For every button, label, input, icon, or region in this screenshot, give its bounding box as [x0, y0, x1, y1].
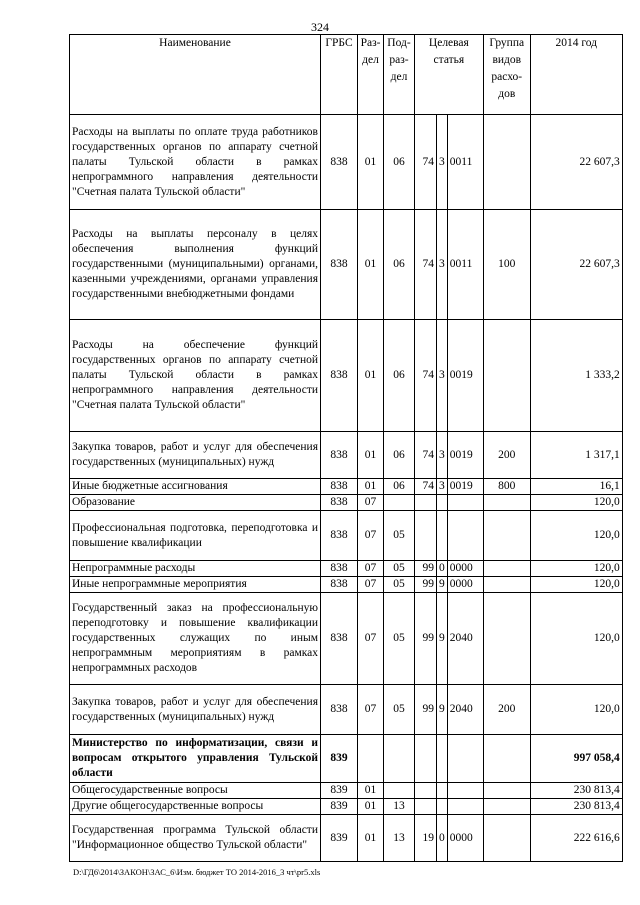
row-target-subprogram: 0 [437, 815, 448, 862]
row-target-subprogram: 3 [437, 432, 448, 479]
row-grbs: 838 [321, 115, 358, 210]
row-target-code: 0019 [447, 432, 483, 479]
row-expense-group: 100 [483, 210, 530, 320]
row-target-program [415, 495, 437, 511]
row-amount: 222 616,6 [530, 815, 622, 862]
row-amount: 16,1 [530, 479, 622, 495]
row-target-subprogram: 9 [437, 685, 448, 735]
header-year-2014: 2014 год [530, 35, 622, 115]
row-target-code: 0019 [447, 479, 483, 495]
row-name: Другие общегосударственные вопросы [70, 799, 321, 815]
row-target-subprogram [437, 511, 448, 561]
table-row [70, 685, 623, 735]
row-target-program: 74 [415, 115, 437, 210]
row-razdel: 07 [358, 685, 384, 735]
row-razdel: 01 [358, 115, 384, 210]
row-razdel: 01 [358, 210, 384, 320]
row-name: Иные непрограммные мероприятия [70, 577, 321, 593]
row-name: Расходы на выплаты персоналу в целях обеспечения выполнения функций государственными (муниципальными) органами, казенными учреждениями, органами управления государственными внебюджетными фондами [70, 210, 321, 320]
row-target-program: 74 [415, 432, 437, 479]
header-razdel: Раз- дел [358, 35, 384, 115]
row-grbs: 838 [321, 577, 358, 593]
row-razdel: 01 [358, 432, 384, 479]
row-amount: 120,0 [530, 561, 622, 577]
row-amount: 22 607,3 [530, 115, 622, 210]
header-podrazdel: Под- раз- дел [384, 35, 415, 115]
row-podrazdel: 13 [384, 815, 415, 862]
row-target-code [447, 511, 483, 561]
table-row [70, 115, 623, 210]
row-expense-group [483, 799, 530, 815]
row-amount: 120,0 [530, 685, 622, 735]
row-target-code: 0000 [447, 561, 483, 577]
row-amount: 230 813,4 [530, 783, 622, 799]
row-razdel: 07 [358, 511, 384, 561]
row-podrazdel: 05 [384, 511, 415, 561]
table-row [70, 799, 623, 815]
row-grbs: 838 [321, 479, 358, 495]
table-row [70, 479, 623, 495]
header-name: Наименование [70, 35, 321, 115]
row-expense-group [483, 115, 530, 210]
row-podrazdel: 05 [384, 561, 415, 577]
row-grbs: 838 [321, 210, 358, 320]
row-expense-group [483, 495, 530, 511]
row-expense-group [483, 593, 530, 685]
budget-table [69, 34, 623, 862]
row-amount: 120,0 [530, 593, 622, 685]
row-expense-group [483, 561, 530, 577]
table-row [70, 815, 623, 862]
row-target-program: 74 [415, 210, 437, 320]
row-grbs: 839 [321, 815, 358, 862]
row-razdel: 01 [358, 320, 384, 432]
row-name: Расходы на обеспечение функций государственных органов по аппарату счетной палаты Тульской области в рамках непрограммного направления деятельности "Счетная палата Тульской области" [70, 320, 321, 432]
row-razdel [358, 735, 384, 783]
row-target-program: 19 [415, 815, 437, 862]
row-target-subprogram: 0 [437, 561, 448, 577]
row-target-code: 0019 [447, 320, 483, 432]
row-podrazdel [384, 495, 415, 511]
row-name: Образование [70, 495, 321, 511]
row-name: Закупка товаров, работ и услуг для обеспечения государственных (муниципальных) нужд [70, 685, 321, 735]
row-expense-group: 800 [483, 479, 530, 495]
row-razdel: 01 [358, 799, 384, 815]
row-razdel: 07 [358, 495, 384, 511]
row-target-program: 99 [415, 593, 437, 685]
row-target-subprogram [437, 495, 448, 511]
row-target-subprogram: 3 [437, 115, 448, 210]
row-name: Расходы на выплаты по оплате труда работников государственных органов по аппарату счетной палаты Тульской области в рамках непрограммного направления деятельности "Счетная палата Тульской области" [70, 115, 321, 210]
row-target-program: 74 [415, 479, 437, 495]
row-target-code: 2040 [447, 685, 483, 735]
row-grbs: 839 [321, 783, 358, 799]
row-amount: 997 058,4 [530, 735, 622, 783]
header-grbs: ГРБС [321, 35, 358, 115]
header-target-article: Целевая статья [415, 35, 484, 115]
row-target-program: 74 [415, 320, 437, 432]
row-grbs: 838 [321, 685, 358, 735]
row-target-code: 0011 [447, 210, 483, 320]
row-target-code [447, 799, 483, 815]
row-razdel: 07 [358, 593, 384, 685]
row-razdel: 01 [358, 783, 384, 799]
row-grbs: 838 [321, 432, 358, 479]
row-target-program: 99 [415, 561, 437, 577]
row-target-code [447, 495, 483, 511]
row-target-subprogram [437, 783, 448, 799]
row-name: Государственная программа Тульской области "Информационное общество Тульской области" [70, 815, 321, 862]
table-row [70, 783, 623, 799]
row-podrazdel: 06 [384, 320, 415, 432]
row-razdel: 01 [358, 479, 384, 495]
row-target-subprogram: 3 [437, 320, 448, 432]
row-podrazdel: 06 [384, 210, 415, 320]
row-podrazdel: 05 [384, 577, 415, 593]
row-target-code: 2040 [447, 593, 483, 685]
row-target-subprogram [437, 735, 448, 783]
row-grbs: 838 [321, 593, 358, 685]
row-target-program [415, 783, 437, 799]
row-target-code [447, 735, 483, 783]
row-podrazdel: 06 [384, 115, 415, 210]
row-podrazdel [384, 783, 415, 799]
table-row [70, 210, 623, 320]
row-grbs: 838 [321, 320, 358, 432]
row-razdel: 07 [358, 577, 384, 593]
row-target-subprogram: 3 [437, 479, 448, 495]
row-target-code: 0011 [447, 115, 483, 210]
row-expense-group [483, 577, 530, 593]
row-podrazdel: 13 [384, 799, 415, 815]
row-amount: 230 813,4 [530, 799, 622, 815]
row-expense-group: 200 [483, 685, 530, 735]
row-razdel: 07 [358, 561, 384, 577]
row-name: Профессиональная подготовка, переподготовка и повышение квалификации [70, 511, 321, 561]
header-expense-group: Группа видов расхо- дов [483, 35, 530, 115]
table-row [70, 561, 623, 577]
row-grbs: 838 [321, 561, 358, 577]
row-podrazdel [384, 735, 415, 783]
row-name: Непрограммные расходы [70, 561, 321, 577]
row-grbs: 838 [321, 495, 358, 511]
row-target-program: 99 [415, 685, 437, 735]
row-expense-group [483, 735, 530, 783]
table-row [70, 432, 623, 479]
row-name: Государственный заказ на профессиональную переподготовку и повышение квалификации государственных служащих по иным непрограммным мероприятиям в рамках непрограммных расходов [70, 593, 321, 685]
row-amount: 1 333,2 [530, 320, 622, 432]
table-row [70, 735, 623, 783]
row-target-subprogram: 9 [437, 577, 448, 593]
row-grbs: 839 [321, 735, 358, 783]
row-target-subprogram: 9 [437, 593, 448, 685]
row-name: Министерство по информатизации, связи и вопросам открытого управления Тульской области [70, 735, 321, 783]
row-expense-group [483, 320, 530, 432]
row-name: Закупка товаров, работ и услуг для обеспечения государственных (муниципальных) нужд [70, 432, 321, 479]
row-target-code: 0000 [447, 577, 483, 593]
row-target-subprogram: 3 [437, 210, 448, 320]
row-grbs: 838 [321, 511, 358, 561]
table-body [70, 115, 623, 862]
row-target-program [415, 735, 437, 783]
row-amount: 120,0 [530, 511, 622, 561]
row-target-program [415, 511, 437, 561]
row-target-program [415, 799, 437, 815]
row-expense-group [483, 511, 530, 561]
table-row [70, 320, 623, 432]
row-amount: 120,0 [530, 577, 622, 593]
table-row [70, 593, 623, 685]
table-row [70, 511, 623, 561]
row-expense-group: 200 [483, 432, 530, 479]
row-target-subprogram [437, 799, 448, 815]
row-podrazdel: 06 [384, 432, 415, 479]
row-name: Иные бюджетные ассигнования [70, 479, 321, 495]
row-podrazdel: 06 [384, 479, 415, 495]
row-name: Общегосударственные вопросы [70, 783, 321, 799]
row-podrazdel: 05 [384, 685, 415, 735]
row-expense-group [483, 815, 530, 862]
footer-file-path: D:\ГД6\2014\ЗАКОН\ЗАС_6\Изм. бюджет ТО 2014-2016_3 чт\pr5.xls [73, 867, 321, 877]
row-amount: 120,0 [530, 495, 622, 511]
row-target-program: 99 [415, 577, 437, 593]
row-amount: 22 607,3 [530, 210, 622, 320]
row-target-code: 0000 [447, 815, 483, 862]
row-expense-group [483, 783, 530, 799]
row-target-code [447, 783, 483, 799]
row-amount: 1 317,1 [530, 432, 622, 479]
row-grbs: 839 [321, 799, 358, 815]
row-podrazdel: 05 [384, 593, 415, 685]
page-number: 324 [311, 20, 329, 34]
table-row [70, 577, 623, 593]
row-razdel: 01 [358, 815, 384, 862]
table-row [70, 495, 623, 511]
